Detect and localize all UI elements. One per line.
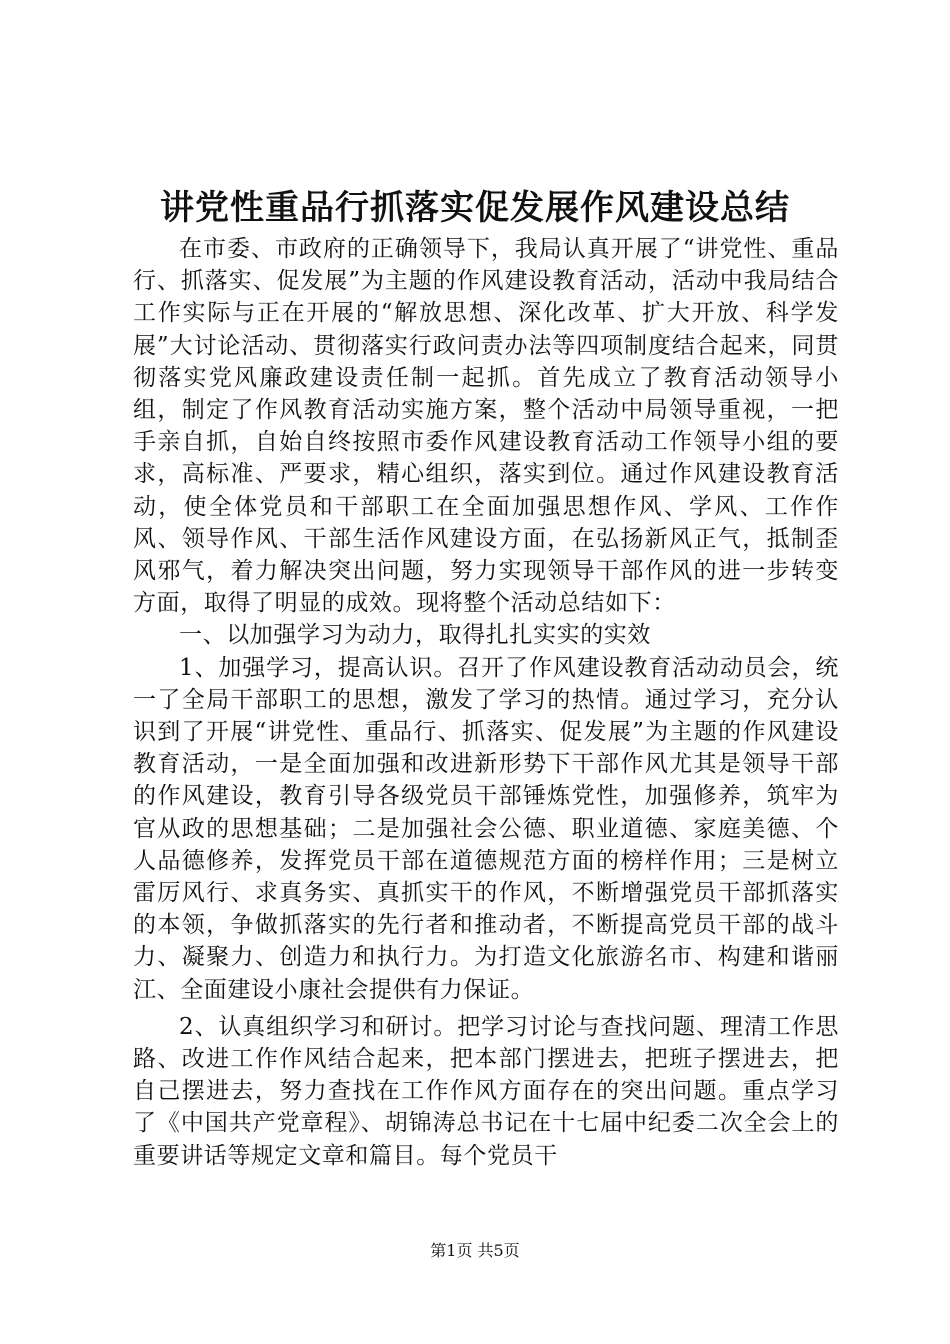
document-title: 讲党性重品行抓落实促发展作风建设总结 [160,188,790,228]
paragraph-item-2: 2、认真组织学习和研讨。把学习讨论与查找问题、理清工作思路、改进工作作风结合起来，把本部门摆进去，把班子摆进去，把自己摆进去，努力查找在工作作风方面存在的突出问题。重点学习了《中国共产党章程》、胡锦涛总书记在十七届中纪委二次全会上的重要讲话等规定文章和篇目。每个党员干 [133,1013,839,1169]
document-body [133,233,839,1172]
paragraph-item-1: 1、加强学习，提高认识。召开了作风建设教育活动动员会，统一了全局干部职工的思想，激发了学习的热情。通过学习，充分认识到了开展“讲党性、重品行、抓落实、促发展”为主题的作风建设教育活动，一是全面加强和改进新形势下干部作风尤其是领导干部的作风建设，教育引导各级党员干部锤炼党性，加强修养，筑牢为官从政的思想基础；二是加强社会公德、职业道德、家庭美德、个人品德修养，发挥党员干部在道德规范方面的榜样作用；三是树立雷厉风行、求真务实、真抓实干的作风，不断增强党员干部抓落实的本领，争做抓落实的先行者和推动者，不断提高党员干部的战斗力、凝聚力、创造力和执行力。为打造文化旅游名市、构建和谐丽江、全面建设小康社会提供有力保证。 [133,654,839,1003]
section-heading-1: 一、以加强学习为动力，取得扎扎实实的实效 [179,622,651,649]
paragraph-intro: 在市委、市政府的正确领导下，我局认真开展了“讲党性、重品行、抓落实、促发展”为主题的作风建设教育活动，活动中我局结合工作实际与正在开展的“解放思想、深化改革、扩大开放、科学发展”大讨论活动、贯彻落实行政问责办法等四项制度结合起来，同贯彻落实党风廉政建设责任制一起抓。首先成立了教育活动领导小组，制定了作风教育活动实施方案，整个活动中局领导重视，一把手亲自抓，自始自终按照市委作风建设教育活动工作领导小组的要求，高标准、严要求，精心组织，落实到位。通过作风建设教育活动，使全体党员和干部职工在全面加强思想作风、学风、工作作风、领导作风、干部生活作风建设方面，在弘扬新风正气，抵制歪风邪气，着力解决突出问题，努力实现领导干部作风的进一步转变方面，取得了明显的成效。现将整个活动总结如下： [133,236,839,617]
page-footer: 第1页 共5页 [430,1241,520,1260]
